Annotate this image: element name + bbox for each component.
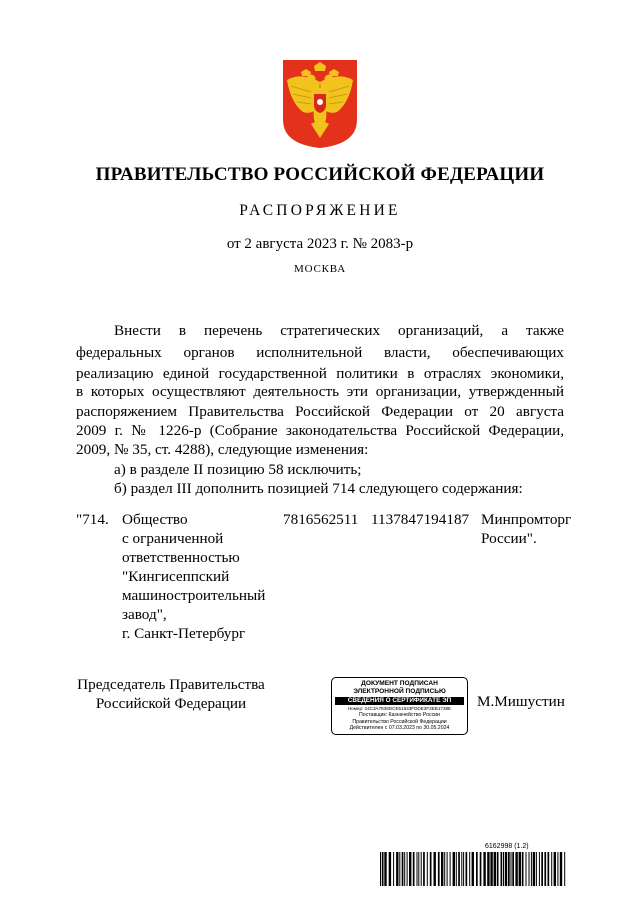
entry-org-line: с ограниченной [122, 530, 224, 547]
government-title: ПРАВИТЕЛЬСТВО РОССИЙСКОЙ ФЕДЕРАЦИИ [95, 164, 545, 185]
body-line: в которых осуществляют деятельность эти организации, утвержденный [76, 383, 564, 400]
entry-ogrn: 1137847194187 [371, 511, 470, 528]
stamp-line: ЭЛЕКТРОННОЙ ПОДПИСЬЮ [353, 688, 446, 695]
body-line: 2009, № 35, ст. 4288), следующие изменения: [76, 441, 369, 458]
item-a: а) в разделе II позицию 58 исключить; [114, 461, 362, 478]
stamp-line: ДОКУМЕНТ ПОДПИСАН [361, 680, 438, 687]
electronic-signature-stamp [331, 677, 468, 735]
signer-title-line: Председатель Правительства [77, 676, 265, 693]
body-line: реализацию единой государственной политики в отраслях экономики, [76, 365, 564, 382]
signer-name: М.Мишустин [477, 693, 565, 710]
entry-org-line: "Кингисеппский [122, 568, 230, 585]
entry-org-line: ответственностью [122, 549, 240, 566]
entry-ministry-line: Минпромторг [481, 511, 572, 528]
barcode [380, 852, 567, 886]
document-type: РАСПОРЯЖЕНИЕ [239, 202, 401, 219]
entry-inn: 7816562511 [283, 511, 359, 528]
document-city: МОСКВА [294, 263, 346, 275]
stamp-cert-number: Номер: 24C3A7838DCE51633FDDE3F3EB1738E [347, 706, 452, 711]
entry-org-line: Общество [122, 511, 188, 528]
stamp-issuer: Поставщик: Казначейство России [359, 712, 440, 718]
document-date-number: от 2 августа 2023 г. № 2083-р [226, 236, 414, 252]
body-line: распоряжением Правительства Российской Федерации от 20 августа [76, 403, 564, 420]
entry-number: "714. [76, 511, 109, 528]
entry-org-line: машиностроительный [122, 587, 266, 604]
body-line: 2009 г. № 1226-р (Собрание законодательства Российской Федерации, [76, 422, 564, 439]
signer-title-line: Российской Федерации [95, 695, 247, 712]
barcode-number: 6162998 (1.2) [485, 843, 529, 850]
body-line: Внести в перечень стратегических организаций, а также [114, 322, 564, 339]
coat-of-arms-emblem [281, 58, 359, 150]
stamp-validity: Действителен с 07.03.2023 по 30.05.2024 [349, 725, 450, 732]
item-b: б) раздел III дополнить позицией 714 следующего содержания: [114, 480, 523, 497]
signer-title [76, 675, 266, 713]
entry-ministry-line: России". [481, 530, 537, 547]
body-line: федеральных органов исполнительной власти, обеспечивающих [76, 344, 564, 361]
stamp-owner: Правительство Российской Федерации [352, 718, 447, 725]
entry-org-line: г. Санкт-Петербург [122, 625, 246, 642]
entry-org-line: завод", [122, 606, 167, 623]
stamp-certificate-bar: СВЕДЕНИЯ О СЕРТИФИКАТЕ ЭП [335, 697, 464, 705]
